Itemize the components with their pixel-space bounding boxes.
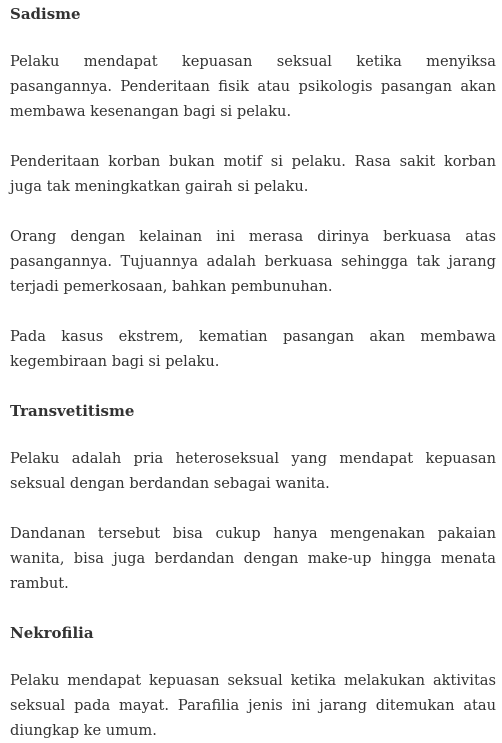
paragraph: Orang dengan kelainan ini merasa dirinya berkuasa atas pasangannya. Tujuannya adalah berkuasa sehingga tak jarang terjadi pemerkosaan, bahkan pembunuhan. — [10, 228, 496, 295]
paragraph: Dandanan tersebut bisa cukup hanya mengenakan pakaian wanita, bisa juga berdandan dengan make-up hingga menata rambut. — [10, 525, 496, 592]
section-heading: Sadisme — [10, 5, 81, 23]
paragraph: Pelaku mendapat kepuasan seksual ketika melakukan aktivitas seksual pada mayat. Parafilia jenis ini jarang ditemukan atau diungkap ke umum. — [10, 672, 496, 739]
paragraph: Penderitaan korban bukan motif si pelaku. Rasa sakit korban juga tak meningkatkan gairah si pelaku. — [10, 153, 496, 195]
section-nekrofilia — [10, 621, 496, 743]
section-heading: Transvetitisme — [10, 402, 135, 420]
paragraph: Pada kasus ekstrem, kematian pasangan akan membawa kegembiraan bagi si pelaku. — [10, 328, 496, 370]
section-heading: Nekrofilia — [10, 624, 94, 642]
article-body — [0, 2, 502, 743]
paragraph: Pelaku mendapat kepuasan seksual ketika menyiksa pasangannya. Penderitaan fisik atau psikologis pasangan akan membawa kesenangan bagi si pelaku. — [10, 53, 496, 120]
section-sadisme — [10, 2, 496, 374]
section-transvetitisme — [10, 399, 496, 596]
paragraph: Pelaku adalah pria heteroseksual yang mendapat kepuasan seksual dengan berdandan sebagai wanita. — [10, 450, 496, 492]
